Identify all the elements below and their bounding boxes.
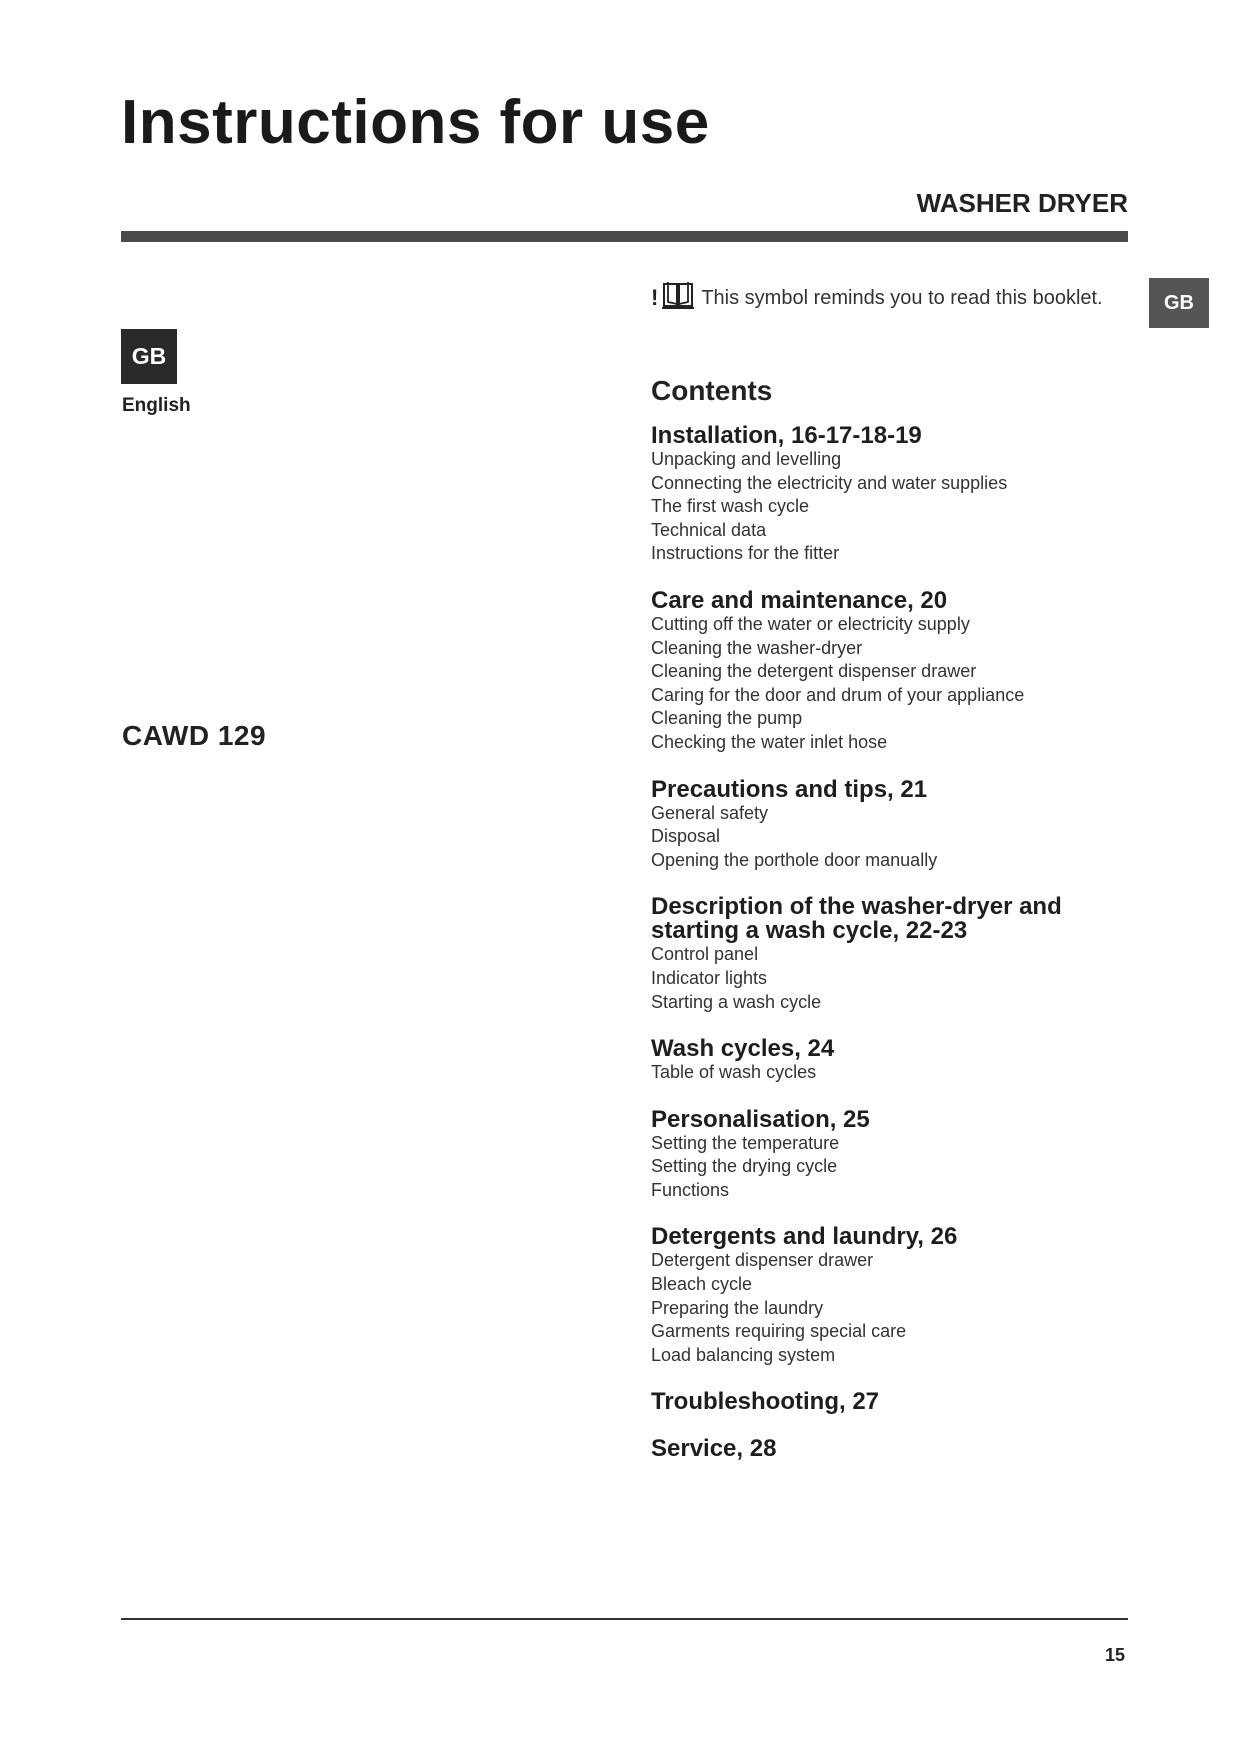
toc-item: The first wash cycle [651, 496, 810, 517]
toc-section-title: Service, 28 [651, 1435, 777, 1463]
model-number: CAWD 129 [122, 720, 267, 751]
toc-item: Table of wash cycles [651, 1062, 817, 1083]
toc-item: Connecting the electricity and water supplies [651, 472, 1008, 493]
toc-item: Technical data [651, 519, 767, 540]
toc-item: Functions [651, 1179, 730, 1200]
toc-section-troubleshooting [651, 1390, 1151, 1414]
toc-section-title: Care and maintenance, 20 [651, 586, 948, 614]
toc-item: Disposal [651, 826, 721, 847]
toc-item: Checking the water inlet hose [651, 731, 888, 752]
toc-item: Caring for the door and drum of your appliance [651, 684, 1025, 705]
toc-section-title-line1: Description of the washer-dryer and [651, 893, 1062, 921]
toc-section-title: Detergents and laundry, 26 [651, 1223, 958, 1251]
language-side-tab: GB [1149, 278, 1209, 328]
product-type: WASHER DRYER [916, 188, 1128, 218]
exclamation-mark: ! [651, 285, 659, 310]
toc-item: Cleaning the washer-dryer [651, 637, 863, 658]
toc-item: Indicator lights [651, 967, 768, 988]
page-number: 15 [1104, 1645, 1125, 1665]
toc-item: Cleaning the detergent dispenser drawer [651, 661, 977, 682]
toc-item: Setting the temperature [651, 1132, 840, 1153]
toc-item: Control panel [651, 944, 759, 965]
toc-section-care-maintenance [651, 586, 1151, 755]
toc-section-installation [651, 424, 1151, 566]
toc-item: Starting a wash cycle [651, 991, 822, 1012]
toc-item: Bleach cycle [651, 1274, 753, 1295]
toc-item: Unpacking and levelling [651, 449, 842, 469]
toc-item: Load balancing system [651, 1344, 836, 1365]
language-badge: GB [121, 329, 177, 384]
toc-section-precautions [651, 775, 1151, 873]
toc-section-wash-cycles [651, 1037, 1151, 1085]
toc-item: Cutting off the water or electricity supply [651, 613, 970, 634]
symbol-note-text: This symbol reminds you to read this booklet. [701, 287, 1103, 309]
toc-section-title: Personalisation, 25 [651, 1105, 870, 1133]
toc-item: Preparing the laundry [651, 1297, 824, 1318]
toc-item: Garments requiring special care [651, 1321, 907, 1342]
toc-section-detergents [651, 1225, 1151, 1367]
toc-item: Setting the drying cycle [651, 1156, 838, 1177]
toc-section-title: Installation, 16-17-18-19 [651, 422, 922, 449]
footer-divider [121, 1618, 1128, 1620]
toc-item: Cleaning the pump [651, 708, 803, 729]
toc-item: General safety [651, 802, 769, 823]
toc-section-title: Wash cycles, 24 [651, 1035, 835, 1063]
book-icon [661, 280, 695, 310]
language-label: English [122, 395, 191, 416]
contents-title: Contents [651, 375, 773, 406]
toc-item: Instructions for the fitter [651, 543, 840, 564]
header-divider [121, 231, 1128, 242]
page-title: Instructions for use [121, 88, 710, 157]
symbol-note [651, 274, 1103, 310]
toc-section-personalisation [651, 1105, 1151, 1203]
toc-section-service [651, 1437, 1151, 1461]
toc-section-title: Precautions and tips, 21 [651, 775, 928, 803]
toc-item: Opening the porthole door manually [651, 849, 938, 870]
toc-section-title: Troubleshooting, 27 [651, 1388, 880, 1416]
toc-section-title-line2: starting a wash cycle, 22-23 [651, 917, 968, 945]
toc-section-description [651, 895, 1151, 1014]
toc-item: Detergent dispenser drawer [651, 1250, 874, 1271]
table-of-contents [651, 374, 1151, 1484]
